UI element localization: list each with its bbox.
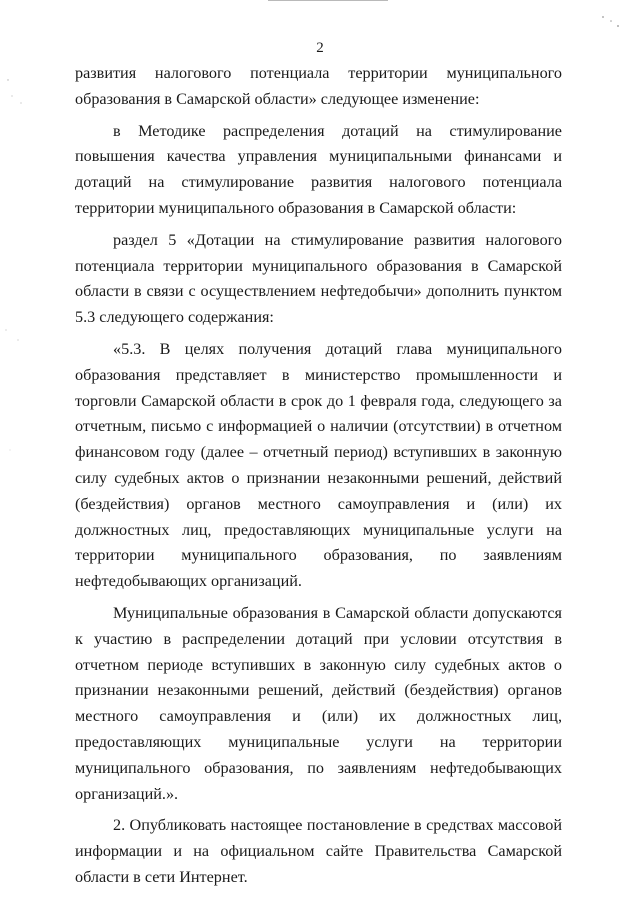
paragraph-intro-continuation: развития налогового потенциала территории муниципального образования в Самарской области» следующее изменение: [75, 64, 562, 108]
document-body [75, 61, 562, 891]
paragraph-publication: 2. Опубликовать настоящее постановление в средствах массовой информации и на официальном сайте Правительства Самарской области в сети Интернет. [75, 816, 562, 886]
top-rule [268, 0, 388, 1]
page-number: 2 [316, 40, 324, 56]
paragraph-admission-conditions: Муниципальные образования в Самарской области допускаются к участию в распределении дотаций при условии отсутствия в отчетном периоде вступивших в законную силу судебных актов о признании незаконными решений, действий (бездействия) органов местного самоуправления и (или) их должностных лиц, предоставляющих муниципальные услуги на территории муниципального образования, по заявлениям нефтедобывающих организаций.». [75, 603, 562, 803]
paragraph-clause-5-3: «5.3. В целях получения дотаций глава муниципального образования представляет в министерство промышленности и торговли Самарской области в срок до 1 февраля года, следующего за отчетным, письмо с информацией о наличии (отсутствии) в отчетном финансовом году (далее – отчетный период) вступивших в законную силу судебных актов о признании незаконными решений, действий (бездействия) органов местного самоуправления и (или) их должностных лиц, предоставляющих муниципальные услуги на территории муниципального образования, по заявлениям нефтедобывающих организаций. [75, 339, 562, 591]
paragraph-section-5: раздел 5 «Дотации на стимулирование развития налогового потенциала территории муниципального образования в Самарской области в связи с осуществлением нефтедобычи» дополнить пунктом 5.3 следующего содержания: [75, 230, 562, 327]
paragraph-methodology: в Методике распределения дотаций на стимулирование повышения качества управления муниципальными финансами и дотаций на стимулирование развития налогового потенциала территории муниципального образования в Самарской области: [75, 121, 562, 217]
